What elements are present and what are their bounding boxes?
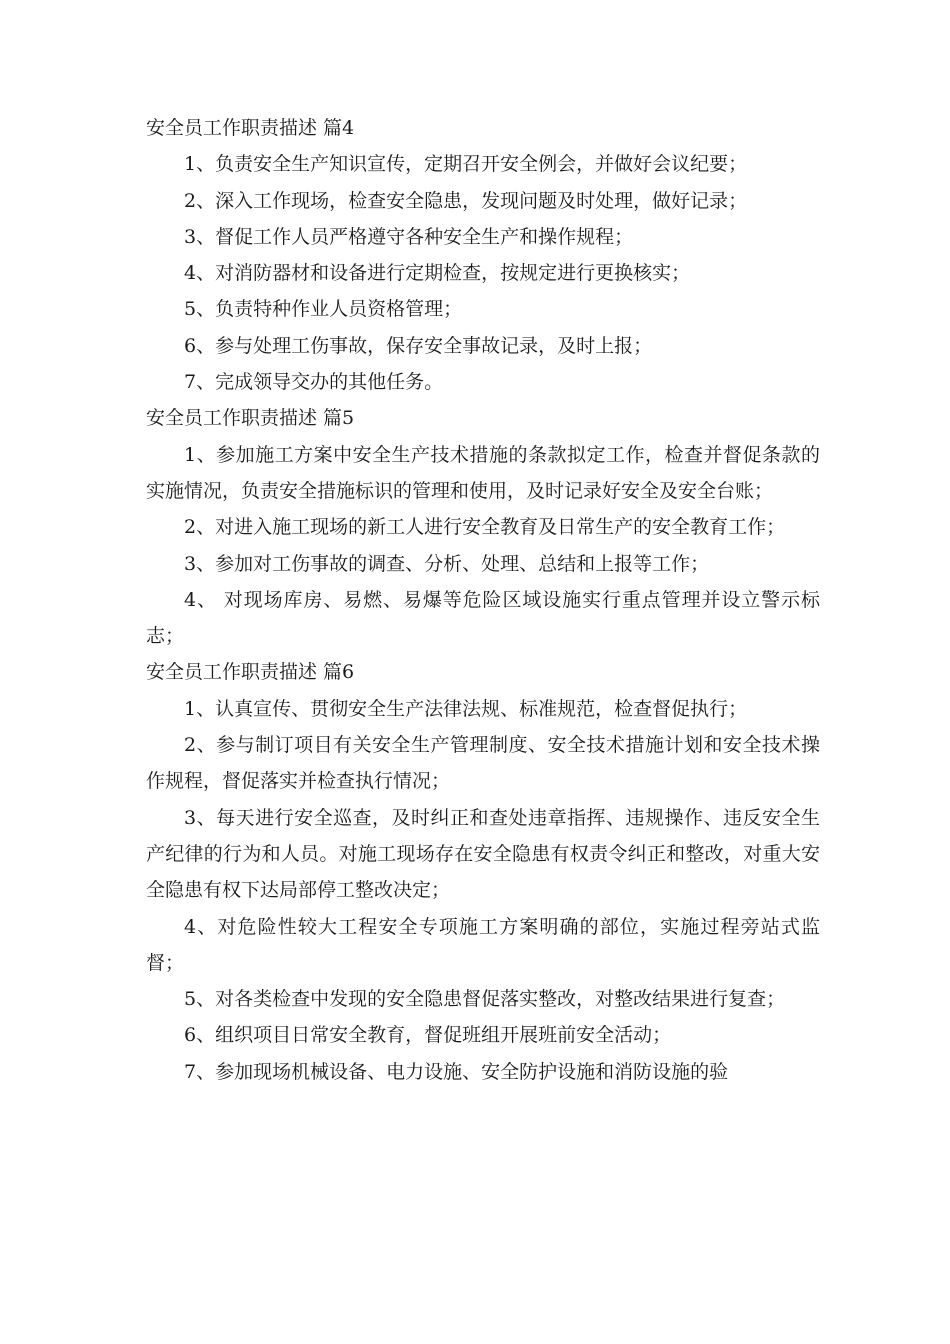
list-item: 5、对各类检查中发现的安全隐患督促落实整改，对整改结果进行复查； [184, 988, 786, 1011]
list-item: 6、组织项目日常安全教育，督促班组开展班前安全活动； [184, 1024, 672, 1047]
list-item: 2、深入工作现场，检查安全隐患，发现问题及时处理，做好记录； [184, 189, 748, 212]
list-item: 4、对危险性较大工程安全专项施工方案明确的部位，实施过程旁站式监督； [146, 915, 820, 974]
list-item: 1、认真宣传、贯彻安全生产法律法规、标准规范，检查督促执行； [184, 697, 748, 720]
list-item: 3、每天进行安全巡查，及时纠正和查处违章指挥、违规操作、违反安全生产纪律的行为和人员。对施工现场存在安全隐患有权责令纠正和整改，对重大安全隐患有权下达局部停工整改决定； [146, 806, 820, 902]
list-item: 3、参加对工伤事故的调查、分析、处理、总结和上报等工作； [184, 552, 710, 575]
section-title: 安全员工作职责描述 篇5 [146, 407, 355, 430]
list-item: 7、完成领导交办的其他任务。 [184, 371, 444, 394]
section-5 [146, 400, 820, 654]
section-4 [146, 110, 820, 400]
list-item: 2、参与制订项目有关安全生产管理制度、安全技术措施计划和安全技术操作规程，督促落实并检查执行情况； [146, 734, 820, 793]
list-item: 1、参加施工方案中安全生产技术措施的条款拟定工作，检查并督促条款的实施情况，负责安全措施标识的管理和使用，及时记录好安全及安全台账； [146, 443, 820, 502]
section-title: 安全员工作职责描述 篇4 [146, 117, 355, 139]
list-item: 5、负责特种作业人员资格管理； [184, 298, 463, 321]
list-item: 7、参加现场机械设备、电力设施、安全防护设施和消防设施的验 [184, 1060, 729, 1083]
list-item: 4、对消防器材和设备进行定期检查，按规定进行更换核实； [184, 262, 691, 285]
list-item: 2、对进入施工现场的新工人进行安全教育及日常生产的安全教育工作； [184, 516, 786, 539]
list-item: 3、督促工作人员严格遵守各种安全生产和操作规程； [184, 225, 634, 248]
list-item: 6、参与处理工伤事故，保存安全事故记录，及时上报； [184, 334, 653, 357]
document-page [146, 110, 820, 1090]
list-item: 4、 对现场库房、易燃、易爆等危险区域设施实行重点管理并设立警示标志； [146, 588, 820, 648]
section-title: 安全员工作职责描述 篇6 [146, 661, 355, 684]
list-item: 1、负责安全生产知识宣传，定期召开安全例会，并做好会议纪要； [184, 153, 748, 176]
section-6 [146, 654, 820, 1090]
